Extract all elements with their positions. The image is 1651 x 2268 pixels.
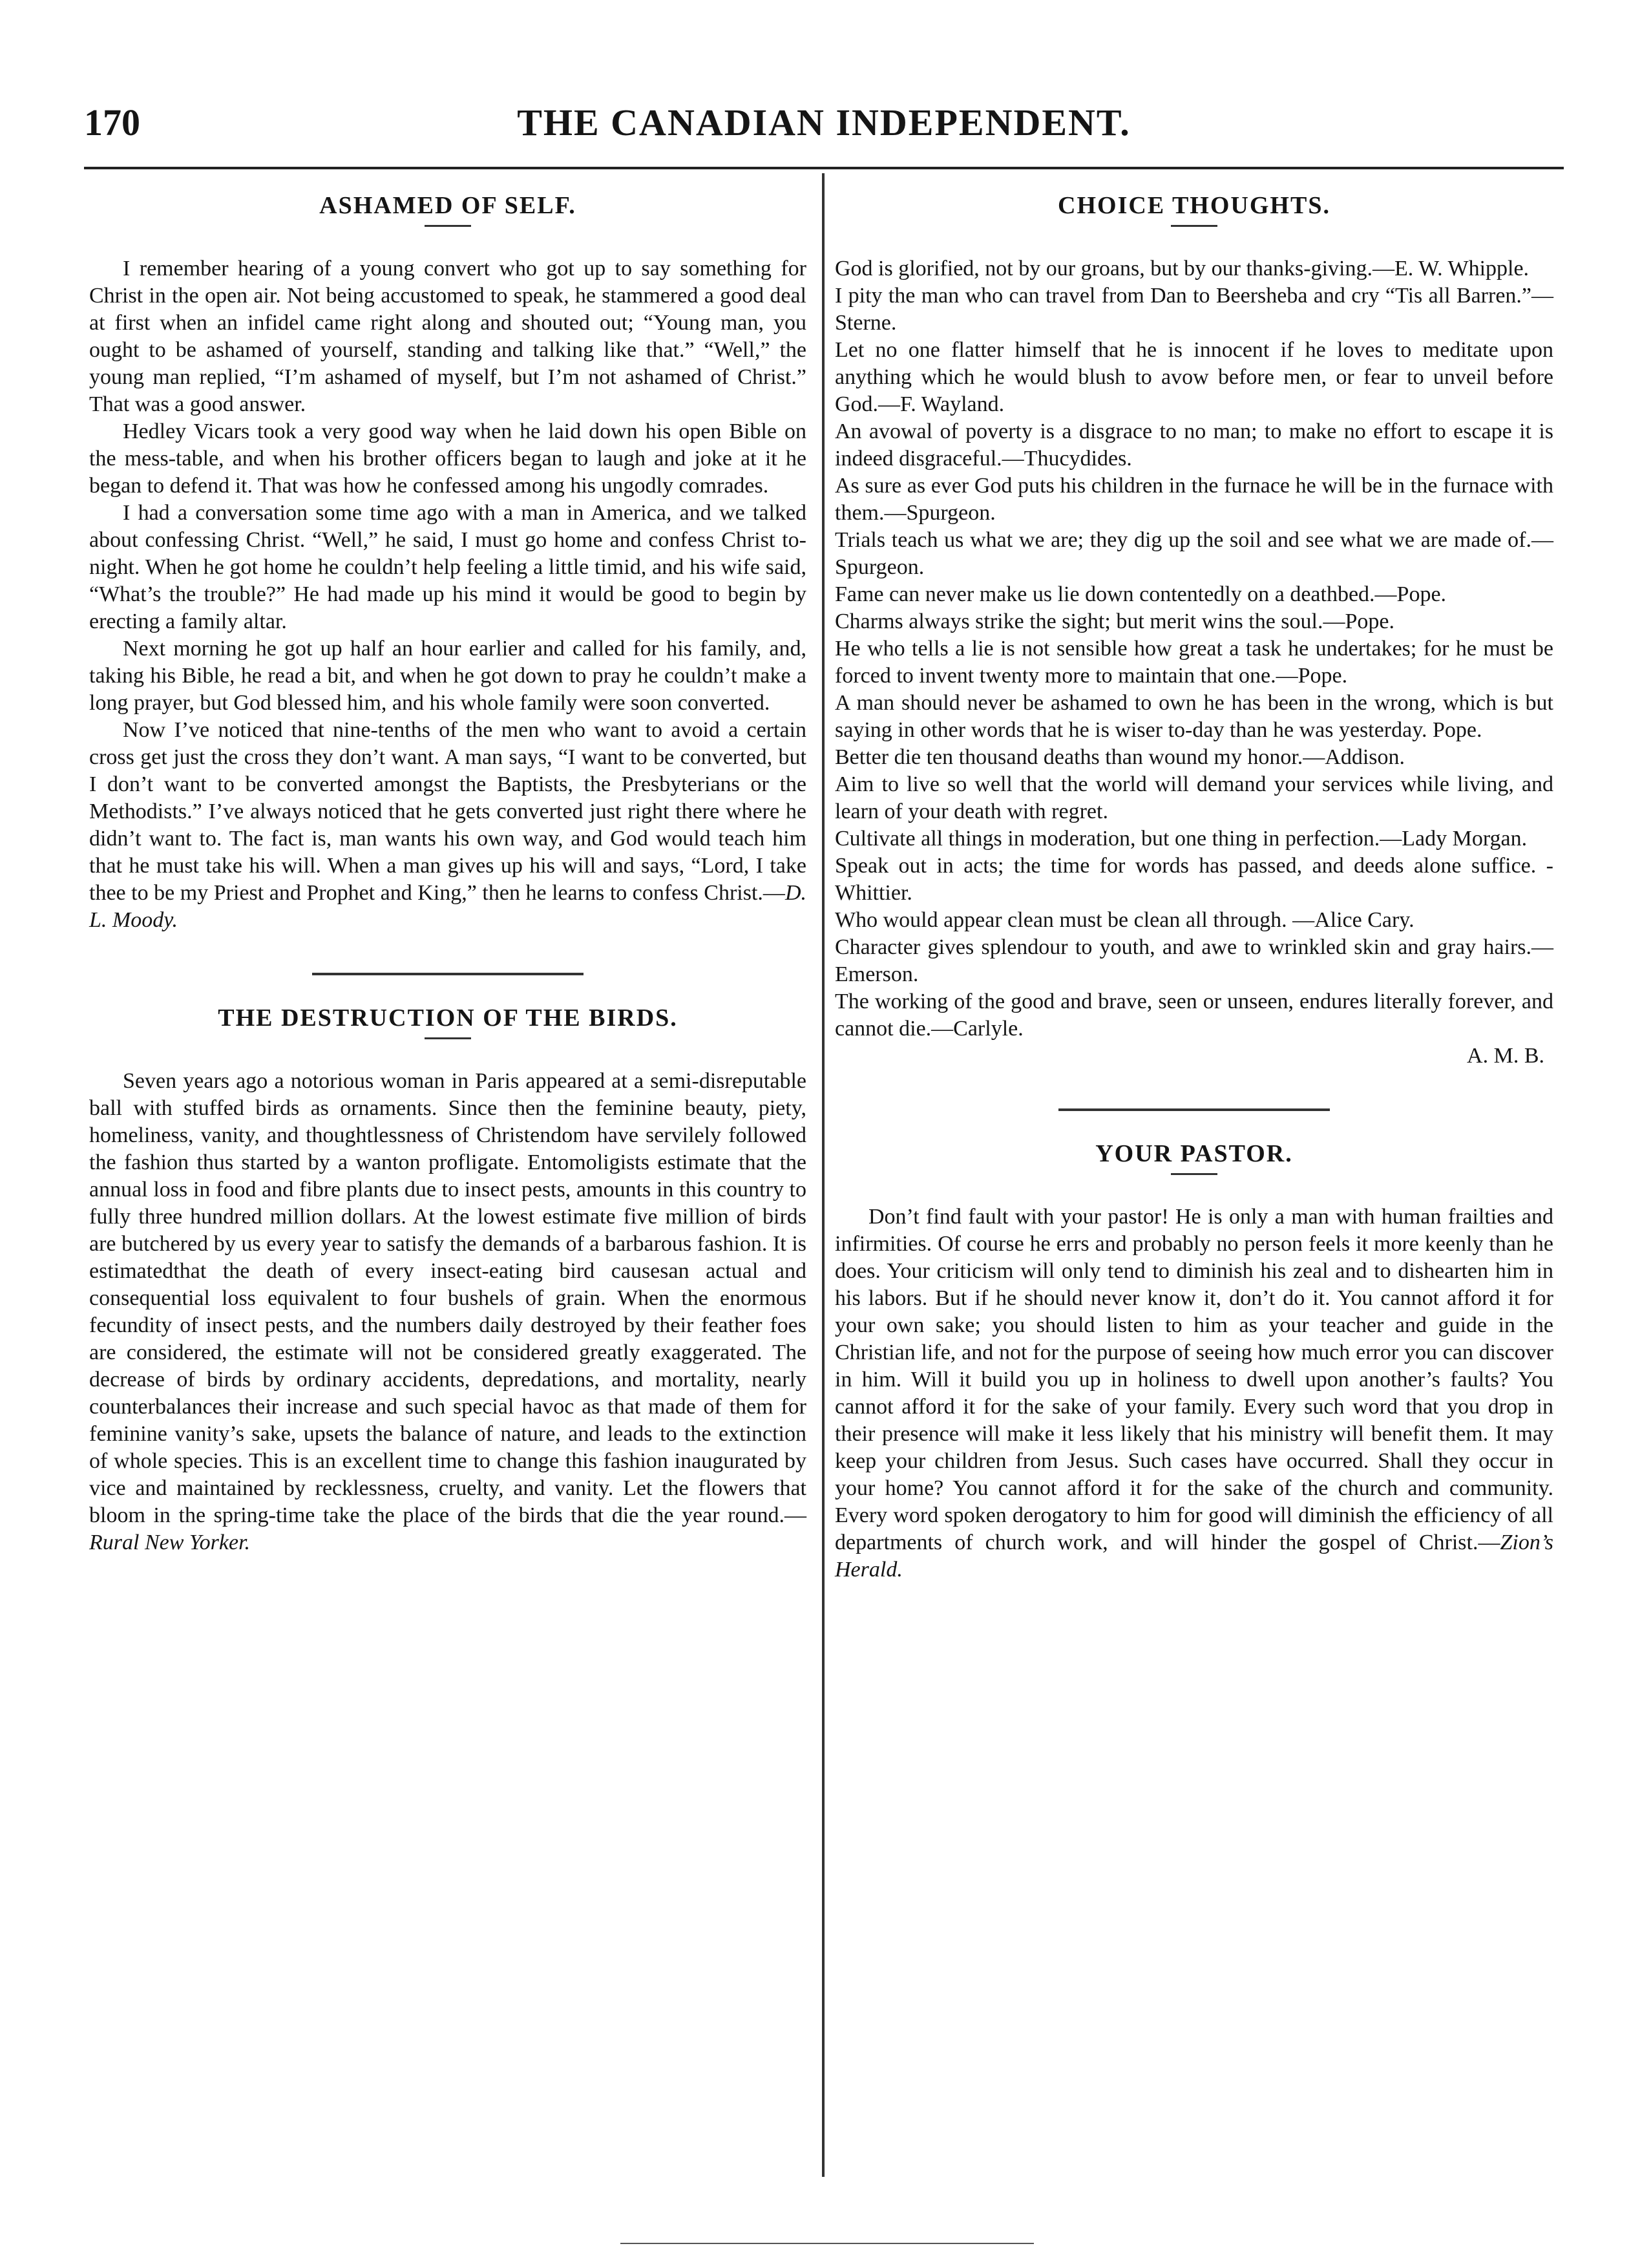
article-byline: D. L. Moody. xyxy=(89,881,806,932)
right-column xyxy=(835,189,1553,1584)
quote-item: Cultivate all things in moderation, but one thing in perfection.—Lady Morgan. xyxy=(835,827,1528,851)
page-header xyxy=(84,97,1564,155)
article-separator xyxy=(312,973,584,975)
title-rule xyxy=(1171,225,1217,227)
footer-rule xyxy=(620,2243,1034,2244)
quote-item: As sure as ever God puts his children in the furnace he will be in the furnace with them.—Spurgeon. xyxy=(835,474,1553,525)
paragraph-text: Seven years ago a notorious woman in Paris appeared at a semi-disreputable ball with stuffed birds as ornaments. Since then the feminine beauty, piety, homeliness, vanity, and thoughtlessness of Christendom have servilely followed the fashion thus started by a wanton profligate. Entomoligists estimate that the annual loss in food and fibre plants due to insect pests, amounts in this country to fully three hundred million dollars. At the lowest estimate five million of birds are butchered by us every year to satisfy the demands of a barbarous fashion. It is estimatedthat the death of every insect-eating bird causesan actual and consequential loss equivalent to four bushels of grain. When the enormous fecundity of insect pests, and the numbers daily destroyed by their feather foes are considered, the estimate will not be considered greatly exaggerated. The decrease of birds by ordinary accidents, depredations, and mortality, nearly counterbalances their increase and such special havoc as that made of them for feminine vanity’s sake, upsets the balance of nature, and leads to the extinction of whole species. This is an excellent time to change this fashion inaugurated by vice and maintained by recklessness, cruelty, and vanity. Let the flowers that bloom in the spring-time take the place of the birds that die the year round.— xyxy=(89,1069,806,1527)
article-paragraph xyxy=(835,1203,1553,1584)
article-paragraph: Hedley Vicars took a very good way when he laid down his open Bible on the mess-table, and when his brother officers began to laugh and joke at it he began to defend it. That was how he confessed among his ungodly comrades. xyxy=(89,419,806,498)
title-rule xyxy=(425,1037,471,1039)
article-ashamed-of-self xyxy=(89,189,806,934)
journal-title: THE CANADIAN INDEPENDENT. xyxy=(517,101,1131,143)
quote-item: Who would appear clean must be clean all through. —Alice Cary. xyxy=(835,908,1414,932)
article-title: YOUR PASTOR. xyxy=(1095,1140,1293,1167)
article-paragraph: I had a conversation some time ago with a man in America, and we talked about confessing Christ. “Well,” he said, I must go home and confess Christ to-night. When he got home he couldn’t help feeling a little timid, and his wife said, “What’s the trouble?” He had made up his mind it would be good to begin by erecting a family altar. xyxy=(89,501,806,633)
article-paragraph: I remember hearing of a young convert who got up to say something for Christ in the open air. Not being accustomed to speak, he stammered a good deal at first when an infidel came right along and shouted out; “Young man, you ought to be ashamed of yourself, standing and talking like that.” “Well,” the young man replied, “I’m ashamed of myself, but I’m not ashamed of Christ.” That was a good answer. xyxy=(89,257,806,416)
quote-item: A man should never be ashamed to own he has been in the wrong, which is but saying in other words that he is wiser to-day than he was yesterday. Pope. xyxy=(835,691,1553,742)
quote-item: God is glorified, not by our groans, but by our thanks-giving.—E. W. Whipple. xyxy=(835,257,1530,281)
quote-item: The working of the good and brave, seen or unseen, endures literally forever, and cannot die.—Carlyle. xyxy=(835,990,1553,1041)
article-choice-thoughts xyxy=(835,189,1553,1070)
title-rule xyxy=(425,225,471,227)
quote-item: Character gives splendour to youth, and awe to wrinkled skin and gray hairs.—Emerson. xyxy=(835,935,1553,986)
quote-item: An avowal of poverty is a disgrace to no man; to make no effort to escape it is indeed disgraceful.—Thucydides. xyxy=(835,419,1553,471)
article-title: ASHAMED OF SELF. xyxy=(319,192,576,219)
article-paragraph xyxy=(89,1068,806,1556)
paragraph-text: Now I’ve noticed that nine-tenths of the men who want to avoid a certain cross get just the cross they don’t want. A man says, “I want to be converted, but I don’t want to be converted amongst the Baptists, the Presbyterians or the Methodists.” I’ve always noticed that he gets converted just right there where he didn’t want to. The fact is, man wants his own way, and God would teach him that he must take his will. When a man gives up his will and says, “Lord, I take thee to be my Priest and Prophet and King,” then he learns to confess Christ.— xyxy=(89,718,806,905)
quote-item: Aim to live so well that the world will demand your services while living, and learn of your death with regret. xyxy=(835,772,1553,823)
quote-item: Trials teach us what we are; they dig up the soil and see what we are made of.—Spurgeon. xyxy=(835,528,1553,579)
quote-item: Better die ten thousand deaths than wound my honor.—Addison. xyxy=(835,745,1405,769)
title-rule xyxy=(1171,1173,1217,1175)
article-paragraph: Next morning he got up half an hour earlier and called for his family, and, taking his Bible, he read a bit, and when he got down to pray he couldn’t make a long prayer, but God blessed him, and his whole family were soon converted. xyxy=(89,637,806,715)
quote-item: Fame can never make us lie down contentedly on a deathbed.—Pope. xyxy=(835,582,1447,606)
paragraph-text: Don’t find fault with your pastor! He is only a man with human frailties and infirmities. Of course he errs and probably no person feels it more keenly than he does. Your criticism will only tend to diminish his zeal and to dishearten him in his labors. But if he should never know it, don’t do it. You cannot afford it for your own sake; you should listen to him as your teacher and guide in the Christian life, and not for the purpose of seeing how much error you can discover in him. Will it build you up in holiness to dwell upon another’s faults? You cannot afford it for the sake of your family. Every such word that you drop in their presence will make it less likely that his ministry will benefit them. It may keep your children from Jesus. Such cases have occurred. Shall they occur in your home? You cannot afford it for the sake of the church and community. Every word spoken derogatory to him for good will diminish the efficiency of all departments of church work, and will hinder the gospel of Christ.— xyxy=(835,1205,1553,1554)
article-byline: Zion’s Herald. xyxy=(835,1531,1553,1582)
column-divider xyxy=(822,173,825,2177)
quote-item: Charms always strike the sight; but merit wins the soul.—Pope. xyxy=(835,609,1394,633)
article-separator xyxy=(1058,1108,1330,1111)
quote-item: I pity the man who can travel from Dan to Beersheba and cry “Tis all Barren.”—Sterne. xyxy=(835,284,1553,335)
quote-item: Let no one flatter himself that he is innocent if he loves to meditate upon anything which he would blush to avow before men, or fear to unveil before God.—F. Wayland. xyxy=(835,338,1553,416)
article-destruction-of-birds xyxy=(89,1001,806,1556)
article-title: CHOICE THOUGHTS. xyxy=(1058,192,1330,219)
article-byline: Rural New Yorker. xyxy=(89,1531,251,1554)
page-number: 170 xyxy=(84,101,140,143)
header-rule xyxy=(84,167,1564,169)
quote-item: He who tells a lie is not sensible how great a task he undertakes; for he must be forced to invent twenty more to maintain that one.—Pope. xyxy=(835,637,1553,688)
article-title: THE DESTRUCTION OF THE BIRDS. xyxy=(218,1004,678,1032)
article-your-pastor xyxy=(835,1137,1553,1584)
left-column xyxy=(89,189,806,1556)
article-signoff: A. M. B. xyxy=(1467,1044,1544,1068)
article-paragraph xyxy=(89,717,806,934)
quote-item: Speak out in acts; the time for words has passed, and deeds alone suffice. -Whittier. xyxy=(835,854,1553,905)
